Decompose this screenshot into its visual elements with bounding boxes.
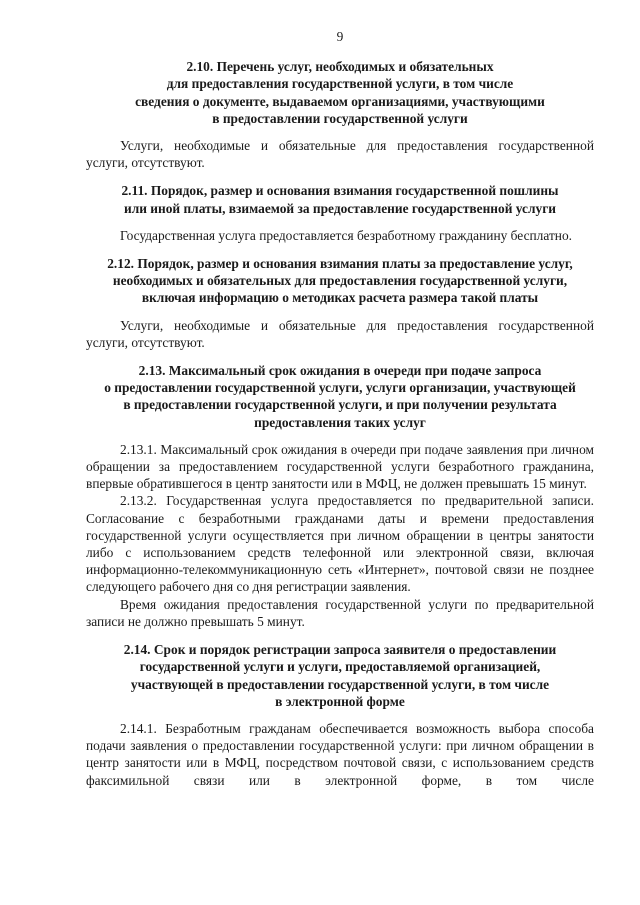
section-2-12 [86, 255, 594, 351]
heading-line: сведения о документе, выдаваемом организациями, участвующими [135, 93, 545, 109]
heading-line: или иной платы, взимаемой за предоставление государственной услуги [123, 200, 556, 216]
paragraph: Услуги, необходимые и обязательные для предоставления государственной услуги, отсутствуют. [86, 317, 594, 350]
heading-line: 2.13. Максимальный срок ожидания в очереди при подаче запроса [138, 363, 542, 379]
section-heading [86, 58, 594, 127]
section-2-14 [86, 641, 594, 789]
heading-line: 2.11. Порядок, размер и основания взимания государственной пошлины [121, 183, 559, 199]
heading-line: участвующей в предоставлении государственной услуги, в том числе [130, 676, 550, 692]
paragraph: 2.13.1. Максимальный срок ожидания в очереди при подаче заявления при личном обращении за предоставлением государственной услуги безработного гражданина, впервые обратившегося в центр занятости или в МФЦ, не должен превышать 15 минут. [86, 441, 594, 492]
section-heading [86, 641, 594, 710]
heading-line: о предоставлении государственной услуги, услуги организации, участвующей [104, 380, 576, 396]
heading-line: 2.12. Порядок, размер и основания взимания платы за предоставление услуг, [107, 256, 573, 272]
paragraph: 2.14.1. Безработным гражданам обеспечивается возможность выбора способа подачи заявления о предоставлении государственной услуги: при личном обращении в центр занятости или в МФЦ, посредством почтовой связи, с использованием средств факсимильной связи или в электронной форме, в том числе [86, 720, 594, 788]
heading-line: 2.14. Срок и порядок регистрации запроса заявителя о предоставлении [123, 642, 557, 658]
heading-line: в электронной форме [275, 693, 405, 709]
section-heading [86, 362, 594, 431]
section-2-10 [86, 58, 594, 171]
heading-line: 2.10. Перечень услуг, необходимых и обязательных [186, 59, 494, 75]
section-heading [86, 255, 594, 307]
heading-line: необходимых и обязательных для предоставления государственной услуги, [112, 273, 568, 289]
paragraph: Время ожидания предоставления государственной услуги по предварительной записи не должно превышать 5 минут. [86, 596, 594, 629]
paragraph: Государственная услуга предоставляется безработному гражданину бесплатно. [120, 227, 573, 243]
paragraph: Услуги, необходимые и обязательные для предоставления государственной услуги, отсутствуют. [86, 138, 594, 171]
heading-line: государственной услуги и услуги, предоставляемой организацией, [139, 659, 541, 675]
heading-line: предоставления таких услуг [254, 414, 426, 430]
section-2-11 [86, 182, 594, 244]
heading-line: для предоставления государственной услуги, в том числе [166, 76, 514, 92]
heading-line: включая информацию о методиках расчета размера такой платы [141, 290, 539, 306]
paragraph: 2.13.2. Государственная услуга предоставляется по предварительной записи. Согласование с безработными гражданами даты и времени предоставления государственной услуги осуществляется при личном обращении в центры занятости либо с использованием средств телефонной или электронной связи, включая информационно-телекоммуникационную сеть «Интернет», почтовой связи не позднее следующего рабочего дня со дня регистрации заявления. [86, 493, 594, 595]
heading-line: в предоставлении государственной услуги, и при получении результата [123, 397, 557, 413]
section-2-13 [86, 362, 594, 630]
page-number: 9 [336, 29, 344, 44]
heading-line: в предоставлении государственной услуги [212, 110, 468, 126]
section-heading [86, 182, 594, 216]
